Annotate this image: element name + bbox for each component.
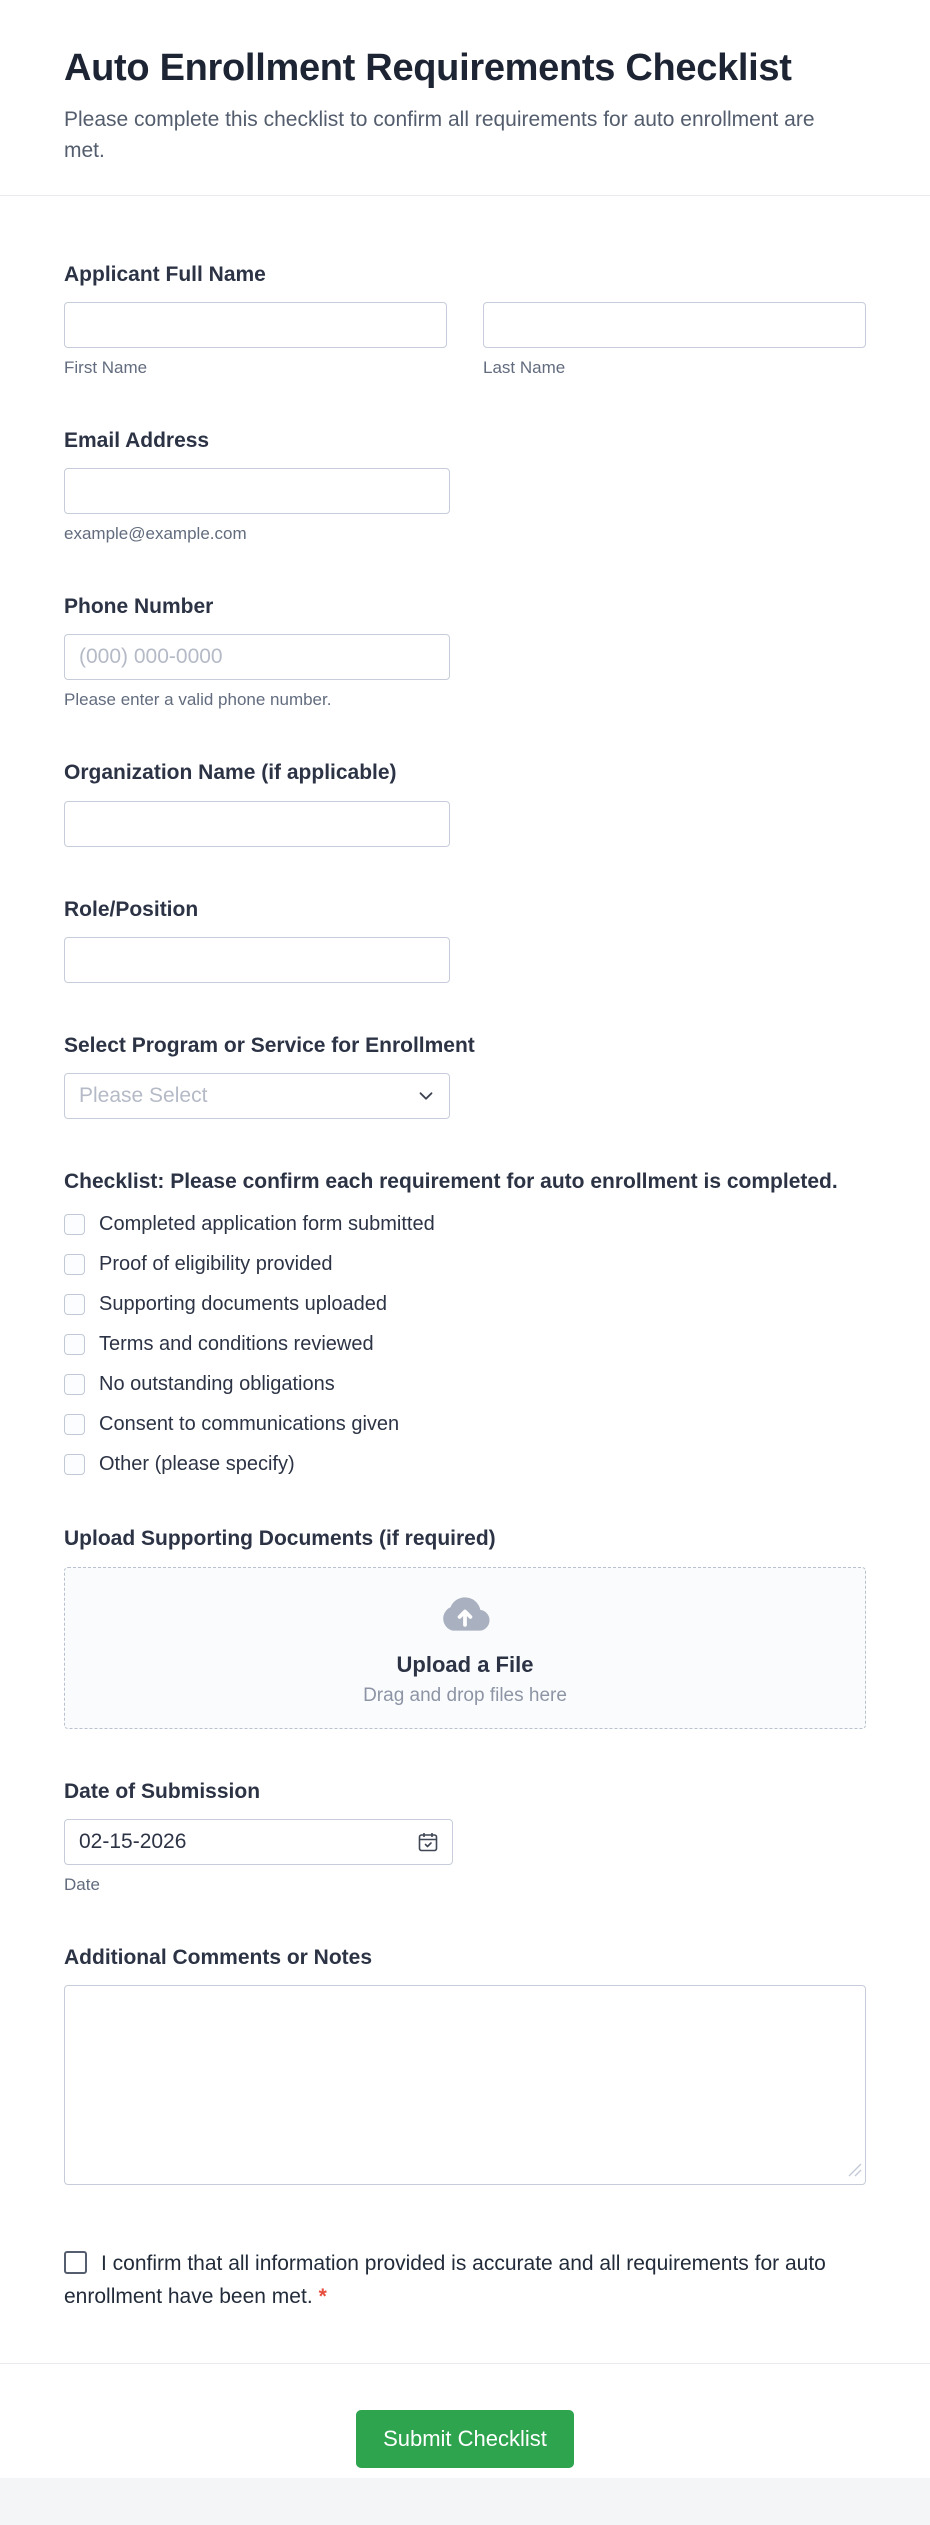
email-input[interactable] <box>64 468 450 514</box>
confirm-checkbox[interactable] <box>64 2251 87 2274</box>
checklist-option-label: No outstanding obligations <box>99 1373 335 1396</box>
checkbox-icon[interactable] <box>64 1294 85 1315</box>
checklist-option-label: Terms and conditions reviewed <box>99 1333 374 1356</box>
field-date <box>64 1779 866 1895</box>
program-select-value: Please Select <box>79 1084 208 1108</box>
checkbox-icon[interactable] <box>64 1254 85 1275</box>
chevron-down-icon <box>415 1085 437 1107</box>
checklist-option-2[interactable] <box>64 1293 866 1316</box>
role-input[interactable] <box>64 937 450 983</box>
checkbox-icon[interactable] <box>64 1414 85 1435</box>
phone-label: Phone Number <box>64 595 214 619</box>
last-name-col <box>483 302 866 378</box>
field-program <box>64 1033 866 1119</box>
checklist-option-label: Consent to communications given <box>99 1413 400 1436</box>
program-label: Select Program or Service for Enrollment <box>64 1033 475 1057</box>
form-body <box>0 196 930 2364</box>
full-name-label: Applicant Full Name <box>64 262 266 286</box>
email-label: Email Address <box>64 428 210 452</box>
submit-button[interactable]: Submit Checklist <box>356 2410 574 2468</box>
program-select[interactable] <box>64 1073 450 1119</box>
checklist-option-label: Other (please specify) <box>99 1453 295 1476</box>
checkbox-icon[interactable] <box>64 1454 85 1475</box>
phone-sublabel: Please enter a valid phone number. <box>64 690 332 710</box>
checklist-option-6[interactable] <box>64 1453 866 1476</box>
first-name-sublabel: First Name <box>64 357 148 377</box>
upload-label: Upload Supporting Documents (if required) <box>64 1527 496 1551</box>
phone-input[interactable] <box>64 634 450 680</box>
field-organization <box>64 760 866 846</box>
name-row <box>64 302 866 378</box>
field-checklist <box>64 1169 866 1476</box>
upload-button-text: Upload a File <box>396 1651 534 1677</box>
comments-textarea[interactable] <box>64 1985 866 2185</box>
checkbox-icon[interactable] <box>64 1374 85 1395</box>
first-name-input[interactable] <box>64 302 447 348</box>
date-wrap <box>64 1819 453 1865</box>
checkbox-icon[interactable] <box>64 1334 85 1355</box>
checklist-option-label: Completed application form submitted <box>99 1213 435 1236</box>
field-comments <box>64 1945 866 2190</box>
organization-input[interactable] <box>64 801 450 847</box>
field-email <box>64 428 866 544</box>
last-name-sublabel: Last Name <box>483 357 566 377</box>
form-header <box>0 0 930 196</box>
upload-cloud-icon <box>440 1589 490 1644</box>
field-phone <box>64 594 866 710</box>
file-upload-area[interactable] <box>64 1567 866 1729</box>
required-asterisk: * <box>318 2284 327 2308</box>
calendar-icon[interactable] <box>416 1830 440 1854</box>
organization-label: Organization Name (if applicable) <box>64 761 397 785</box>
checklist-option-1[interactable] <box>64 1253 866 1276</box>
field-confirm <box>64 2248 866 2313</box>
checklist-label: Checklist: Please confirm each requirement for auto enrollment is completed. <box>64 1170 838 1194</box>
confirm-label: I confirm that all information provided is accurate and all requirements for auto enrollment have been met. <box>64 2252 826 2308</box>
checklist-option-5[interactable] <box>64 1413 866 1436</box>
footer-band <box>0 2478 930 2525</box>
checklist-option-4[interactable] <box>64 1373 866 1396</box>
field-full-name <box>64 262 866 378</box>
first-name-col <box>64 302 447 378</box>
upload-hint: Drag and drop files here <box>363 1684 567 1706</box>
checklist-option-0[interactable] <box>64 1213 866 1236</box>
checklist-option-label: Proof of eligibility provided <box>99 1253 333 1276</box>
date-sublabel: Date <box>64 1874 100 1894</box>
checklist-option-label: Supporting documents uploaded <box>99 1293 387 1316</box>
checkbox-icon[interactable] <box>64 1214 85 1235</box>
last-name-input[interactable] <box>483 302 866 348</box>
field-role <box>64 897 866 983</box>
submit-row <box>0 2364 930 2478</box>
date-input[interactable] <box>64 1819 453 1865</box>
form-subtitle: Please complete this checklist to confirm all requirements for auto enrollment are met. <box>64 107 815 163</box>
form-title: Auto Enrollment Requirements Checklist <box>64 47 792 89</box>
textarea-wrap <box>64 1985 866 2190</box>
email-sublabel: example@example.com <box>64 524 247 544</box>
role-label: Role/Position <box>64 897 199 921</box>
checklist-option-3[interactable] <box>64 1333 866 1356</box>
field-upload <box>64 1526 866 1728</box>
comments-label: Additional Comments or Notes <box>64 1945 373 1969</box>
date-label: Date of Submission <box>64 1779 261 1803</box>
